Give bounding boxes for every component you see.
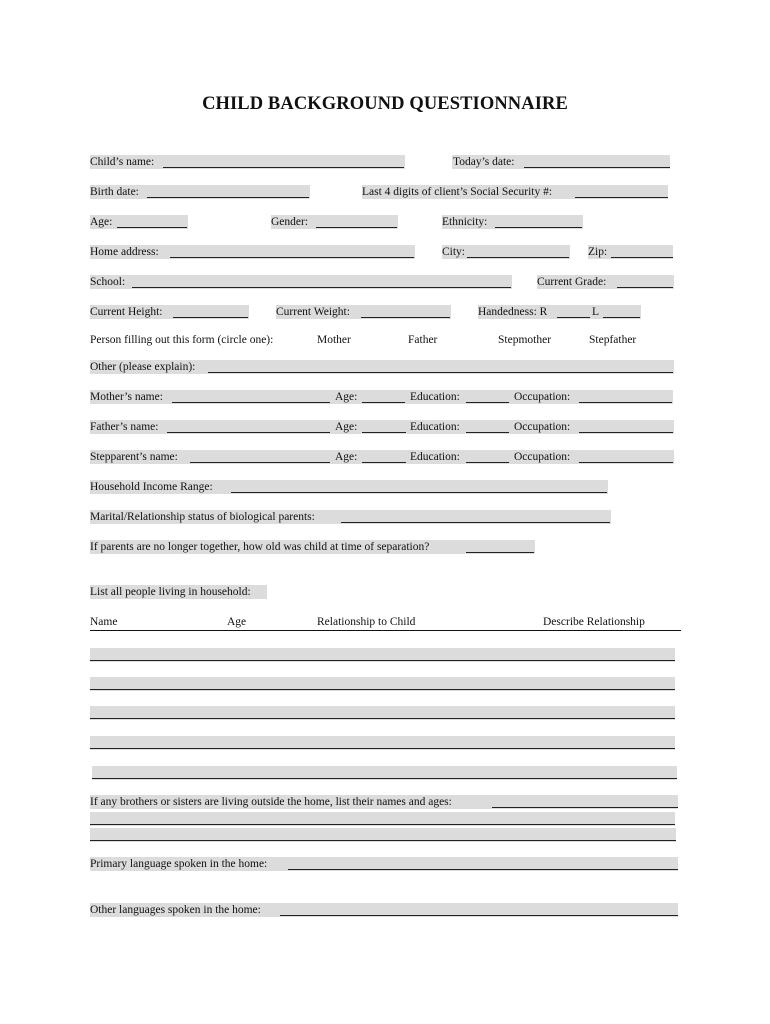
father-occupation-label: Occupation: (514, 421, 571, 433)
other-languages-line (280, 905, 678, 916)
school-line (132, 277, 511, 288)
list-people-label: List all people living in household: (90, 586, 251, 598)
ethnicity-label: Ethnicity: (442, 216, 488, 228)
stepparents-name-line (190, 452, 330, 463)
household-income-line (231, 482, 607, 493)
father-education-label: Education: (410, 421, 460, 433)
stepparent-age-label: Age: (335, 451, 358, 463)
fathers-name-label: Father’s name: (90, 421, 159, 433)
siblings-outside-line-1 (492, 797, 678, 808)
primary-language-label: Primary language spoken in the home: (90, 858, 268, 870)
stepparents-name-label: Stepparent’s name: (90, 451, 178, 463)
column-header-relationship: Relationship to Child (317, 616, 416, 628)
current-grade-line (617, 277, 673, 288)
stepparent-age-line (362, 452, 406, 463)
household-row-5-line (92, 768, 677, 779)
handedness-l-line (603, 307, 640, 318)
option-father[interactable]: Father (408, 334, 438, 346)
birth-date-line (147, 187, 309, 198)
childs-name-line (163, 157, 404, 168)
other-line (208, 362, 673, 373)
handedness-l-label: L (592, 306, 600, 318)
siblings-outside-line-3 (90, 830, 676, 841)
column-header-age: Age (227, 616, 247, 628)
age-label: Age: (90, 216, 113, 228)
current-height-line (173, 307, 248, 318)
household-row-4-line (90, 738, 675, 749)
form-title: CHILD BACKGROUND QUESTIONNAIRE (202, 94, 568, 114)
age-line (117, 217, 187, 228)
father-age-line (362, 422, 406, 433)
option-stepmother[interactable]: Stepmother (498, 334, 552, 346)
father-education-line (466, 422, 509, 433)
column-header-name: Name (90, 616, 118, 628)
current-grade-label: Current Grade: (537, 276, 607, 288)
todays-date-label: Today’s date: (453, 156, 515, 168)
separation-age-line (466, 542, 534, 553)
gender-label: Gender: (271, 216, 309, 228)
household-income-label: Household Income Range: (90, 481, 213, 493)
table-header-rule (90, 630, 681, 631)
mothers-name-label: Mother’s name: (90, 391, 163, 403)
option-stepfather[interactable]: Stepfather (589, 334, 637, 346)
mothers-name-line (172, 392, 330, 403)
todays-date-line (524, 157, 670, 168)
stepparent-occupation-line (579, 452, 673, 463)
primary-language-line (288, 859, 678, 870)
gender-line (316, 217, 397, 228)
other-label: Other (please explain): (90, 361, 196, 373)
zip-line (611, 247, 673, 258)
column-header-describe: Describe Relationship (543, 616, 645, 628)
mother-education-label: Education: (410, 391, 460, 403)
mother-occupation-line (579, 392, 672, 403)
household-row-1-line (90, 650, 675, 661)
handedness-r-line (557, 307, 590, 318)
school-label: School: (90, 276, 126, 288)
ssn-line (575, 187, 668, 198)
father-occupation-line (579, 422, 673, 433)
person-filling-label: Person filling out this form (circle one): (90, 334, 274, 346)
marital-status-line (341, 512, 610, 523)
marital-status-label: Marital/Relationship status of biological parents: (90, 511, 315, 523)
stepparent-occupation-label: Occupation: (514, 451, 571, 463)
ssn-label: Last 4 digits of client’s Social Security #: (362, 186, 553, 198)
childs-name-label: Child’s name: (90, 156, 155, 168)
zip-label: Zip: (588, 246, 608, 258)
fathers-name-line (167, 422, 330, 433)
siblings-outside-line-2 (90, 814, 675, 825)
current-weight-line (361, 307, 450, 318)
stepparent-education-line (466, 452, 509, 463)
separation-age-label: If parents are no longer together, how old was child at time of separation? (90, 541, 430, 553)
ethnicity-line (495, 217, 582, 228)
handedness-label: Handedness: R (478, 306, 548, 318)
home-address-line (170, 247, 414, 258)
option-mother[interactable]: Mother (317, 334, 351, 346)
other-languages-label: Other languages spoken in the home: (90, 904, 261, 916)
mother-age-line (362, 392, 405, 403)
stepparent-education-label: Education: (410, 451, 460, 463)
city-line (467, 247, 569, 258)
home-address-label: Home address: (90, 246, 159, 258)
mother-occupation-label: Occupation: (514, 391, 571, 403)
city-label: City: (442, 246, 466, 258)
mother-education-line (466, 392, 509, 403)
current-weight-label: Current Weight: (276, 306, 350, 318)
current-height-label: Current Height: (90, 306, 163, 318)
mother-age-label: Age: (335, 391, 358, 403)
household-row-2-line (90, 679, 675, 690)
birth-date-label: Birth date: (90, 186, 139, 198)
siblings-outside-label: If any brothers or sisters are living outside the home, list their names and ages: (90, 796, 452, 808)
father-age-label: Age: (335, 421, 358, 433)
household-row-3-line (90, 708, 675, 719)
